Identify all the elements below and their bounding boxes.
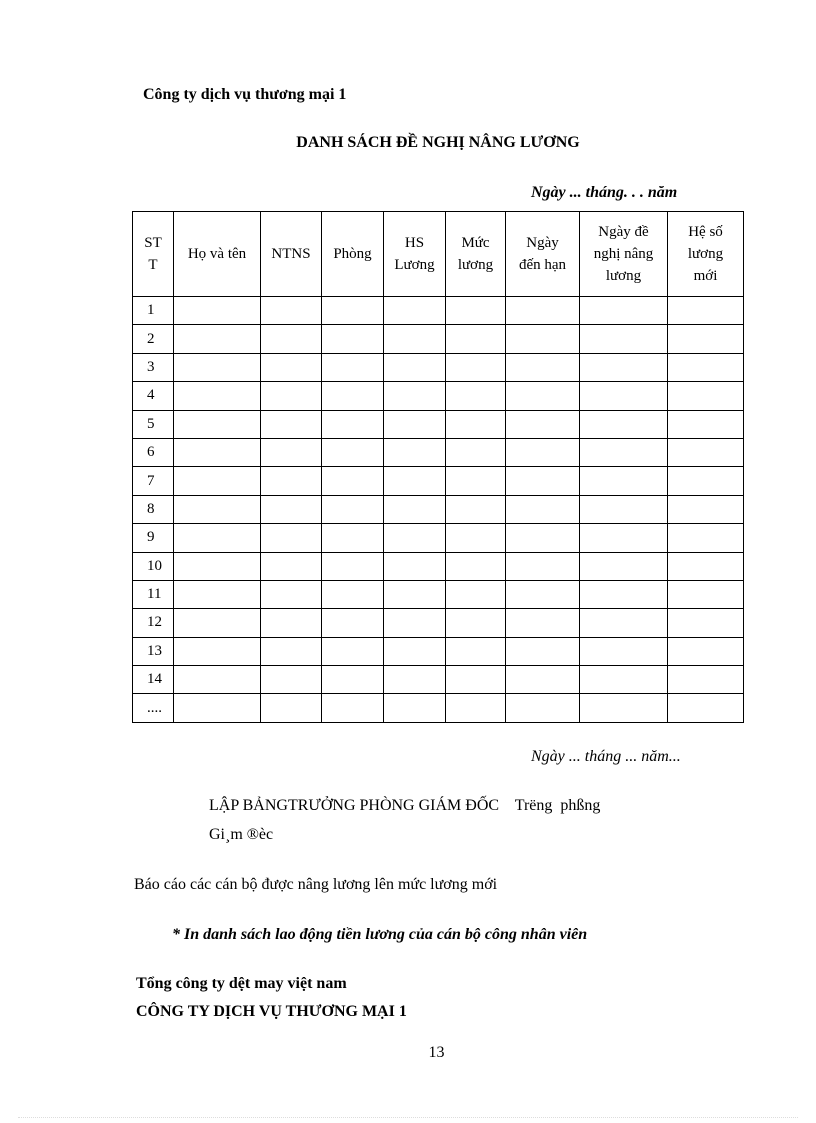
row-number: 10 — [133, 552, 174, 580]
column-header-text: Ngày đề — [598, 224, 649, 240]
report-text: Báo cáo các cán bộ được nâng lương lên mức lương mới — [134, 876, 498, 893]
table-cell — [446, 382, 506, 410]
page-bottom-rule — [18, 1117, 798, 1118]
table-cell — [384, 297, 446, 325]
header-row — [133, 212, 744, 297]
company-name: Công ty dịch vụ thương mại 1 — [143, 86, 347, 103]
table-cell — [384, 694, 446, 722]
table-cell — [261, 467, 322, 495]
table-cell — [261, 580, 322, 608]
table-body — [133, 297, 744, 723]
table-cell — [384, 382, 446, 410]
table-cell — [174, 353, 261, 381]
table-cell — [580, 694, 668, 722]
table-row — [133, 637, 744, 665]
table-cell — [580, 410, 668, 438]
table-cell — [446, 495, 506, 523]
column-header-text: Lương — [394, 257, 435, 273]
column-header — [506, 212, 580, 297]
table-cell — [580, 609, 668, 637]
table-cell — [668, 382, 744, 410]
table-cell — [506, 382, 580, 410]
table-row — [133, 666, 744, 694]
column-header-text: Họ và tên — [187, 246, 247, 262]
row-number: 6 — [133, 438, 174, 466]
table-cell — [322, 609, 384, 637]
table-cell — [446, 694, 506, 722]
row-number: 8 — [133, 495, 174, 523]
row-number: .... — [133, 694, 174, 722]
table-cell — [668, 325, 744, 353]
table-cell — [506, 297, 580, 325]
table-cell — [261, 495, 322, 523]
table-cell — [580, 353, 668, 381]
table-cell — [580, 297, 668, 325]
column-header-text: ST — [144, 235, 162, 251]
table-cell — [261, 524, 322, 552]
table-row — [133, 552, 744, 580]
table-cell — [261, 438, 322, 466]
table-cell — [261, 694, 322, 722]
table-cell — [668, 410, 744, 438]
table-header — [133, 212, 744, 297]
company-name-uppercase: CÔNG TY DỊCH VỤ THƯƠNG MẠI 1 — [136, 1003, 407, 1020]
table-cell — [506, 467, 580, 495]
row-number: 5 — [133, 410, 174, 438]
table-cell — [384, 580, 446, 608]
table-cell — [174, 580, 261, 608]
table-row — [133, 694, 744, 722]
table-cell — [322, 297, 384, 325]
table-cell — [322, 438, 384, 466]
table-cell — [668, 666, 744, 694]
table-cell — [580, 552, 668, 580]
table-cell — [322, 694, 384, 722]
table-cell — [322, 410, 384, 438]
column-header-text: mới — [693, 268, 718, 284]
table-cell — [174, 495, 261, 523]
table-cell — [446, 580, 506, 608]
table-cell — [174, 524, 261, 552]
table-cell — [506, 637, 580, 665]
table-cell — [668, 694, 744, 722]
signatures-line-1: LẬP BẢNGTRƯỞNG PHÒNG GIÁM ĐỐC Trëng phßng — [209, 797, 601, 814]
table-row — [133, 410, 744, 438]
table-cell — [261, 410, 322, 438]
table-cell — [580, 467, 668, 495]
table-cell — [261, 382, 322, 410]
table-row — [133, 353, 744, 381]
table-row — [133, 495, 744, 523]
column-header — [580, 212, 668, 297]
table-cell — [580, 325, 668, 353]
table-cell — [580, 495, 668, 523]
table-row — [133, 382, 744, 410]
table-cell — [446, 438, 506, 466]
column-header-text: NTNS — [271, 246, 311, 262]
table-cell — [580, 438, 668, 466]
table-cell — [446, 467, 506, 495]
column-header — [446, 212, 506, 297]
row-number: 1 — [133, 297, 174, 325]
column-header-text: đến hạn — [518, 257, 567, 273]
table-cell — [446, 552, 506, 580]
corporation-name: Tổng công ty dệt may việt nam — [136, 975, 347, 992]
table-cell — [668, 580, 744, 608]
table-cell — [261, 552, 322, 580]
table-cell — [580, 524, 668, 552]
table-cell — [506, 325, 580, 353]
table-row — [133, 467, 744, 495]
table-cell — [384, 666, 446, 694]
page-number: 13 — [428, 1044, 445, 1061]
table-cell — [261, 609, 322, 637]
table-cell — [174, 637, 261, 665]
column-header-text: Hệ số — [688, 224, 723, 240]
column-header-text: nghị nâng — [593, 246, 654, 262]
table-cell — [174, 438, 261, 466]
table-cell — [261, 637, 322, 665]
column-header-text: lương — [457, 257, 494, 273]
column-header-text: Mức — [461, 235, 490, 251]
table-cell — [384, 467, 446, 495]
table-row — [133, 438, 744, 466]
table-cell — [384, 410, 446, 438]
table-cell — [580, 666, 668, 694]
row-number: 13 — [133, 637, 174, 665]
table-cell — [446, 410, 506, 438]
table-cell — [506, 609, 580, 637]
table-cell — [506, 353, 580, 381]
column-header-text: HS — [404, 235, 425, 251]
table-cell — [174, 666, 261, 694]
table-cell — [322, 325, 384, 353]
table-cell — [174, 552, 261, 580]
table-cell — [174, 609, 261, 637]
table-cell — [384, 552, 446, 580]
table-cell — [261, 297, 322, 325]
table-row — [133, 524, 744, 552]
table-cell — [322, 580, 384, 608]
column-header — [261, 212, 322, 297]
row-number: 4 — [133, 382, 174, 410]
table-cell — [668, 467, 744, 495]
column-header — [133, 212, 174, 297]
table-cell — [384, 609, 446, 637]
salary-increase-table — [132, 211, 744, 723]
table-cell — [446, 325, 506, 353]
table-cell — [668, 297, 744, 325]
table-cell — [174, 410, 261, 438]
column-header-text: lương — [687, 246, 724, 262]
table-cell — [446, 524, 506, 552]
row-number: 3 — [133, 353, 174, 381]
table-cell — [322, 353, 384, 381]
table-cell — [322, 524, 384, 552]
row-number: 7 — [133, 467, 174, 495]
column-header — [384, 212, 446, 297]
column-header-text: T — [148, 257, 158, 273]
table-row — [133, 325, 744, 353]
column-header-text: Ngày — [526, 235, 559, 251]
table-cell — [580, 580, 668, 608]
row-number: 2 — [133, 325, 174, 353]
table-cell — [384, 637, 446, 665]
row-number: 12 — [133, 609, 174, 637]
table-cell — [446, 353, 506, 381]
table-cell — [580, 637, 668, 665]
column-header — [322, 212, 384, 297]
column-header-text: Phòng — [333, 246, 372, 262]
table-cell — [446, 666, 506, 694]
table-cell — [261, 666, 322, 694]
document-date: Ngày ... tháng. . . năm — [531, 184, 678, 201]
table-cell — [384, 524, 446, 552]
table-cell — [384, 353, 446, 381]
table-cell — [384, 325, 446, 353]
table-row — [133, 580, 744, 608]
table-cell — [174, 325, 261, 353]
table-row — [133, 297, 744, 325]
table-cell — [322, 382, 384, 410]
table-cell — [174, 297, 261, 325]
table-cell — [446, 297, 506, 325]
table-row — [133, 609, 744, 637]
table-cell — [668, 438, 744, 466]
table-cell — [506, 666, 580, 694]
column-header-text: lương — [605, 268, 642, 284]
table-cell — [384, 495, 446, 523]
table-cell — [668, 609, 744, 637]
document-title: DANH SÁCH ĐỀ NGHỊ NÂNG LƯƠNG — [296, 134, 580, 151]
table-cell — [506, 410, 580, 438]
row-number: 14 — [133, 666, 174, 694]
table-cell — [580, 382, 668, 410]
table-cell — [322, 552, 384, 580]
table-cell — [174, 467, 261, 495]
table-cell — [384, 438, 446, 466]
table-cell — [322, 495, 384, 523]
table-cell — [506, 694, 580, 722]
print-list-heading: * In danh sách lao động tiền lương của cán bộ công nhân viên — [172, 926, 588, 943]
table-cell — [174, 382, 261, 410]
table-cell — [506, 524, 580, 552]
signing-date: Ngày ... tháng ... năm... — [531, 748, 681, 765]
table-cell — [506, 438, 580, 466]
table-cell — [668, 524, 744, 552]
row-number: 11 — [133, 580, 174, 608]
table-cell — [506, 495, 580, 523]
table-cell — [322, 666, 384, 694]
row-number: 9 — [133, 524, 174, 552]
table-cell — [506, 552, 580, 580]
table-cell — [668, 552, 744, 580]
table-cell — [322, 637, 384, 665]
table-cell — [261, 353, 322, 381]
table-cell — [446, 609, 506, 637]
column-header — [174, 212, 261, 297]
table-cell — [174, 694, 261, 722]
table-cell — [668, 353, 744, 381]
table-cell — [446, 637, 506, 665]
table-cell — [506, 580, 580, 608]
table-cell — [668, 495, 744, 523]
signatures-line-2: Gi¸m ®èc — [209, 826, 274, 843]
table-cell — [261, 325, 322, 353]
table-cell — [322, 467, 384, 495]
column-header — [668, 212, 744, 297]
table-cell — [668, 637, 744, 665]
